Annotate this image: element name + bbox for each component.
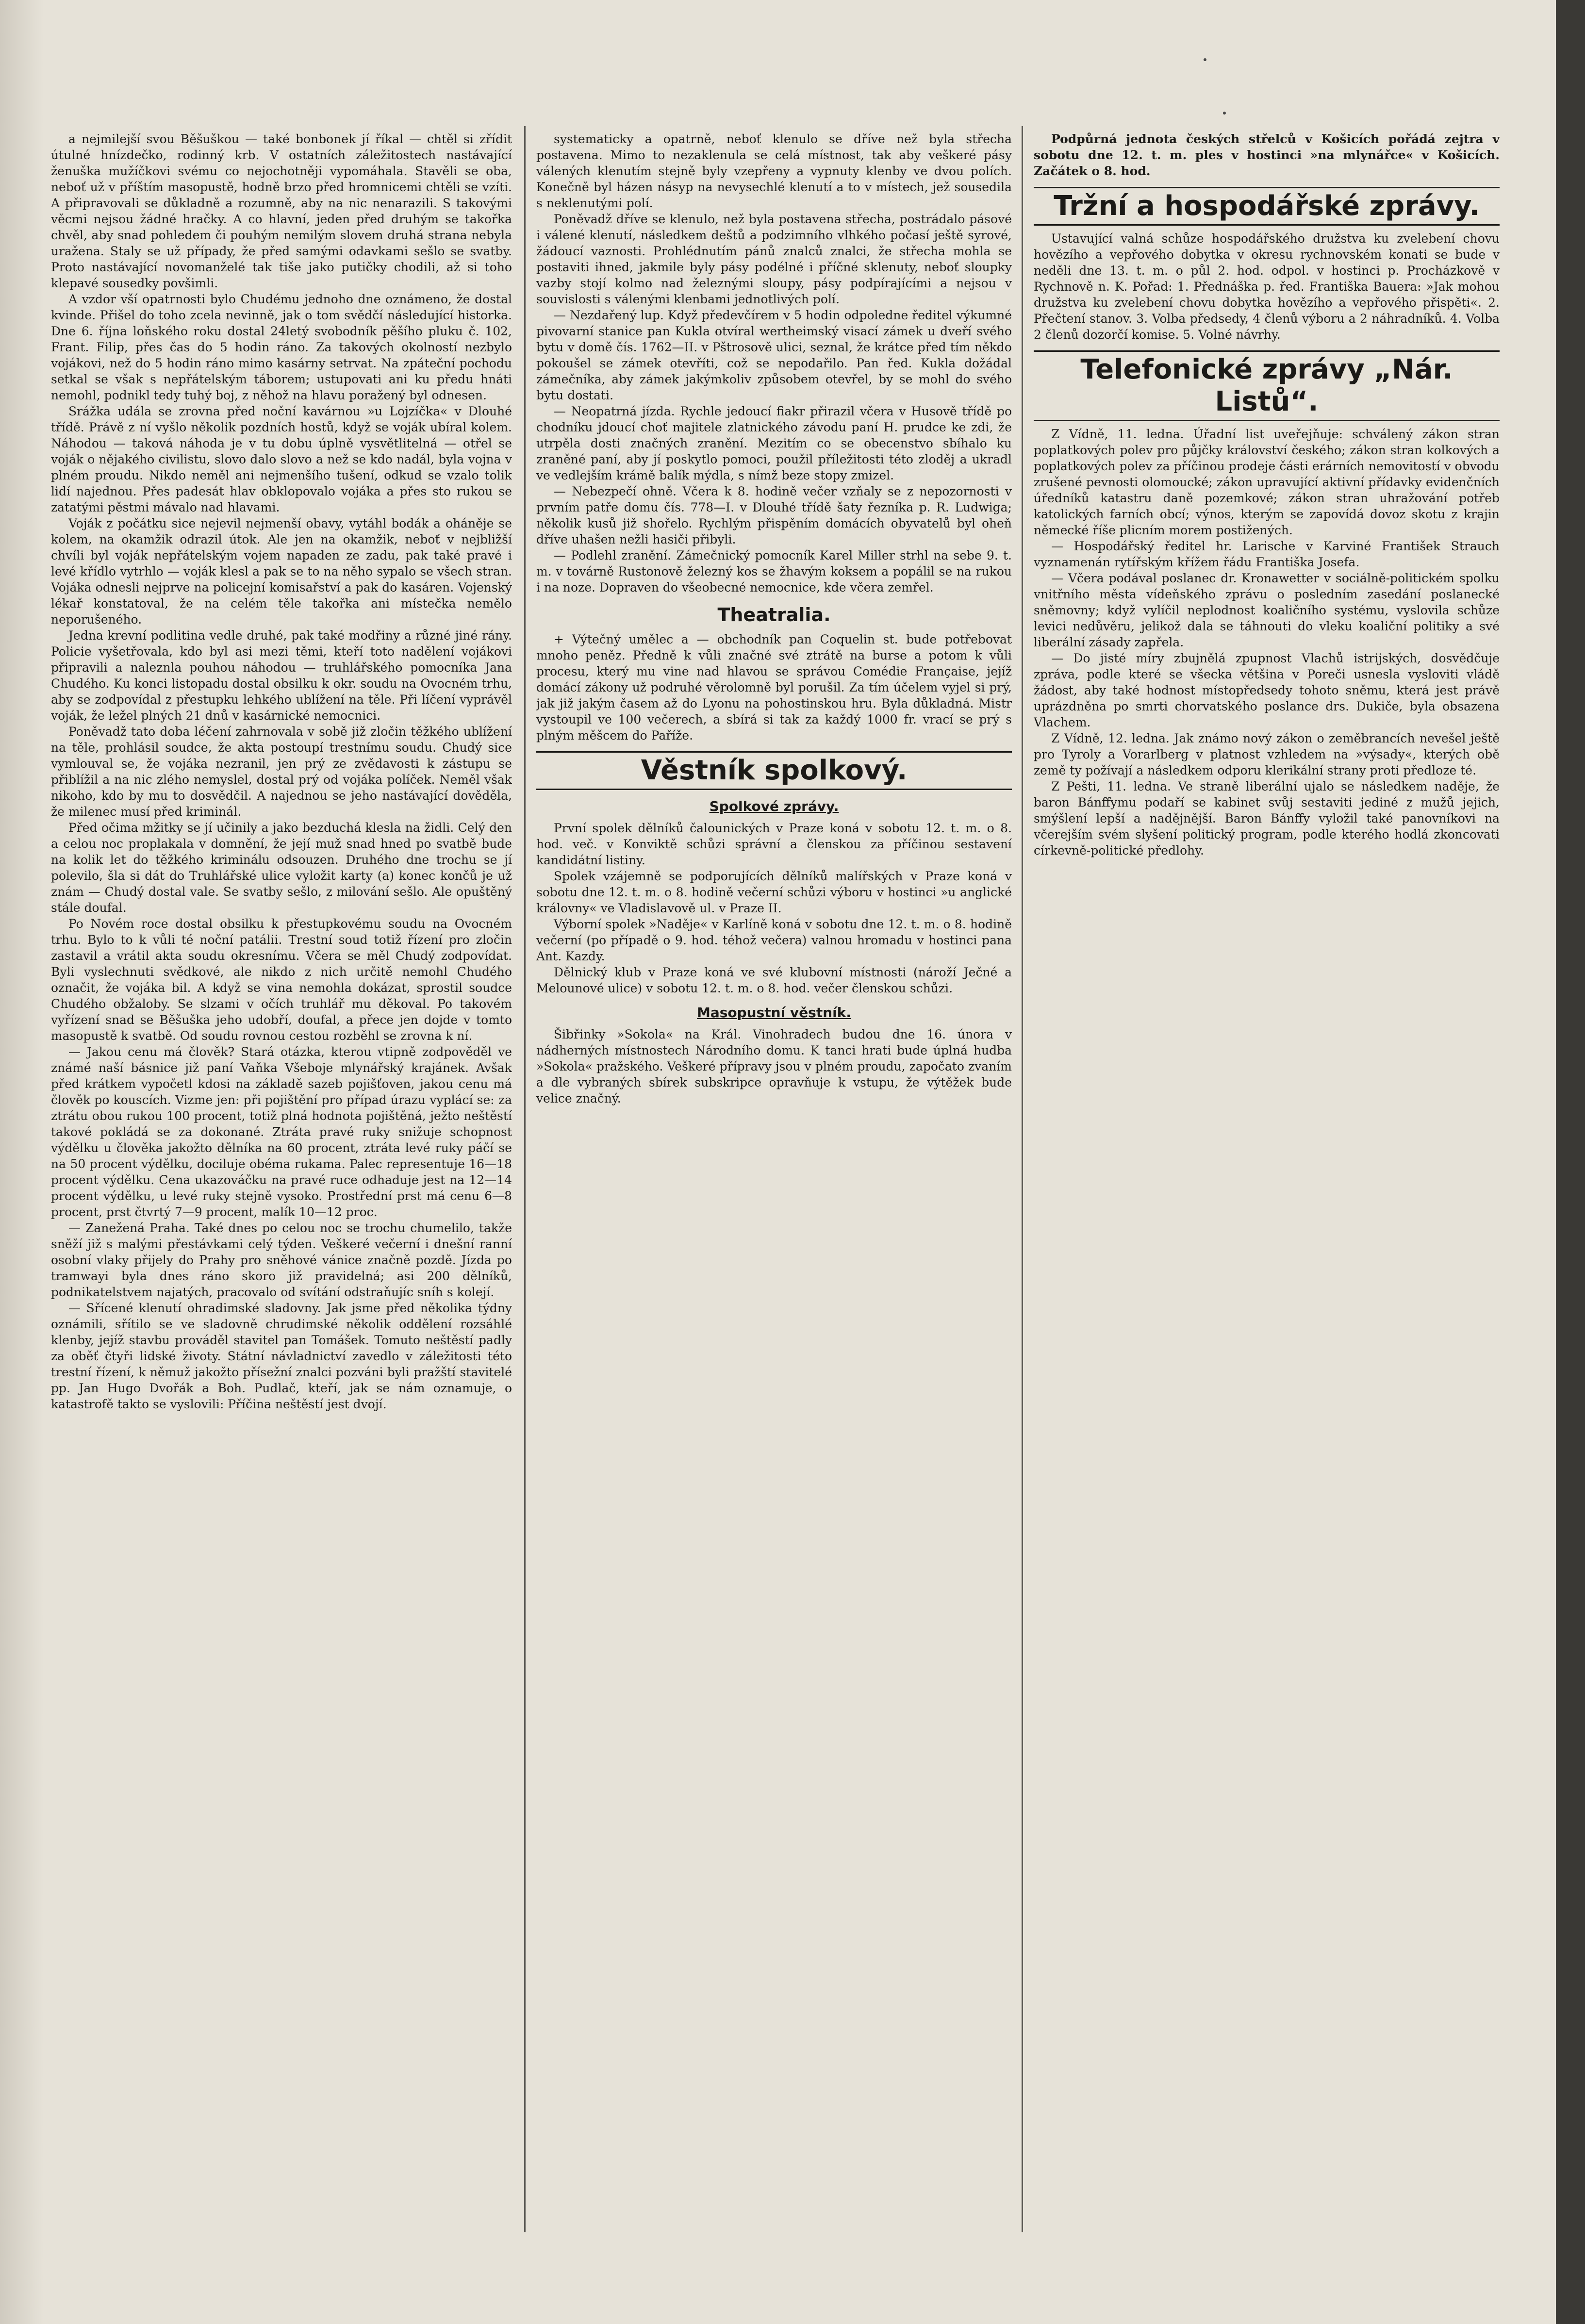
news-item: — Jakou cenu má člověk? Stará otázka, kterou vtipně zodpověděl ve známé naší básnice již paní Vaňka Všeboje mlynářský krajánek. Avšak před krátkem vypočetl kdosi na základě sazeb pojišťoven, jakou cenu má člověk po kouscích. Vizme jen: při pojištění pro případ úrazu vyplácí se: za ztrátu obou rukou 100 procent, totiž plná hodnota pojištěná, ježto neštěstí takové pokládá se za dokonané. Ztráta pravé ruky snižuje schopnost výdělku u člověka jakožto dělníka na 60 procent, ztráta levé ruky páčí se na 50 procent výdělku, dociluje obéma rukama. Palec representuje 16—18 procent výdělku. Cena ukazováčku na pravé ruce odhaduje jest na 12—14 procent výdělku, u levé ruky stejně vysoko. Prostřední prst má cenu 6—8 procent, prst čtvrtý 7—9 procent, malík 10—12 proc. bbox=[51, 1045, 512, 1219]
club-notice: Spolek vzájemně se podporujících dělníků malířských v Praze koná v sobotu dne 12. t. m. o 8. hodině večerní schůzi výboru v hostinci »u anglické královny« ve Vladislavově ul. v Praze II. bbox=[536, 869, 1012, 915]
vestnik-heading: Věstník spolkový. bbox=[536, 751, 1012, 790]
page-fold-shadow bbox=[0, 0, 44, 2324]
article-paragraph: Srážka udála se zrovna před noční kavárnou »u Lojzíčka« v Dlouhé třídě. Právě z ní vyšlo několik pozdních hostů, když se voják ubíral kolem. Náhodou — taková náhoda je v tu dobu úplně vysvětlitelná — otřel se voják o nějakého civilistu, slovo dalo slovo a než se kdo nadál, byla vojna v plném proudu. Nikdo neměl ani nejmenšího tušení, odkud se vzalo tolik lidí najednou. Přes padesát hlav obklopovalo vojáka a přes sto rukou se zatatými pěstmi mávalo nad hlavami. bbox=[51, 404, 512, 514]
theatralia-heading: Theatralia. bbox=[717, 604, 831, 626]
telephone-report: — Do jisté míry zbujnělá zpupnost Vlachů istrijských, dosvědčuje zpráva, podle které se všecka většina v Poreči usnesla vysloviti vládě žádost, aby také hodnost místopředsedy tohoto sněmu, která jest právě uprázdněna po smrti chorvatského poslance drs. Dukiče, byla obsazena Vlachem. bbox=[1034, 651, 1500, 729]
article-paragraph: Před očima mžitky se jí učinily a jako bezduchá klesla na židli. Celý den a celou noc proplakala v domnění, že její muž snad hned po svatbě bude na kolik let do těžkého kriminálu odsouzen. Druhého dne trochu se jí polevilo, šla si dát do Truhlářské ulice vyložit karty (a) konec končů je už znám — Chudý dostal vale. Se svatby sešlo, z milování sešlo. Ale opuštěný stále doufal. bbox=[51, 821, 512, 915]
theatralia-item: + Výtečný umělec a — obchodník pan Coquelin st. bude potřebovat mnoho peněz. Předně k vůli značné své ztrátě na burse a potom k vůli procesu, který mu vine nad hlavou se správou Comédie Française, jejíž domácí zákony už podruhé věrolomně byl porušil. Za tím účelem vyjel si prý, jak již jakým časem až do Lyonu na pohostinskou hru. Byla důkladná. Mistr vystoupil ve 100 večerech, a sbírá si tak za každý 1000 fr. vrací se prý s plným měšcem do Paříže. bbox=[536, 632, 1012, 742]
telephone-report: Z Vídně, 12. ledna. Jak známo nový zákon o zeměbrancích nevešel ještě pro Tyroly a Vorarlberg v platnost vzhledem na »výsady«, kterých obě země ty požívají a následkem odporu klerikální strany proti předloze té. bbox=[1034, 731, 1500, 777]
article-paragraph: A vzdor vší opatrnosti bylo Chudému jednoho dne oznámeno, že dostal kvinde. Přišel do toho zcela nevinně, jak o tom svědčí následující historka. Dne 6. října loňského roku dostal 24letý svobodník pěšího pluku č. 102, Frant. Filip, přes čas do 5 hodin ráno. Za takových okolností nezbylo vojákovi, než do 5 hodin ráno mimo kasárny setrvat. Na zpáteční pochodu setkal se však s nepřátelským táborem; ustupovati ani ku předu hnáti nemohl, podnikl tedy tuhý boj, z něhož na hlavu poražený byl odnesen. bbox=[51, 292, 512, 402]
telephone-report: Z Pešti, 11. ledna. Ve straně liberální ujalo se následkem naděje, že baron Bánffymu podaří se kabinet svůj sestaviti jediné z mužů jejich, smýšlení lepší a nadějnější. Baron Bánffy vyložil také panovníkovi na včerejším svém slyšení politický program, podle kterého hodlá zkoncovati církevně-politické předlohy. bbox=[1034, 779, 1500, 857]
spolkove-heading: Spolkové zprávy. bbox=[709, 798, 839, 814]
article-paragraph: Voják z počátku sice nejevil nejmenší obavy, vytáhl bodák a oháněje se kolem, na okamžik odrazil útok. Ale jen na okamžik, neboť v nejbližší chvíli byl voják nepřátelským vojem napaden ze zadu, pak také pravé i levé křídlo vytrhlo — voják klesl a pak se to na něho sypalo se všech stran. Vojáka odnesli nejprve na policejní komisařství a pak do kasáren. Vojenský lékař konstatoval, že na celém těle takořka ani místečka nemělo neporušeného. bbox=[51, 516, 512, 626]
telephone-news-heading: Telefonické zprávy „Nár. Listů“. bbox=[1034, 350, 1500, 421]
column-middle bbox=[536, 131, 1012, 2232]
carnival-notice: Šibřinky »Sokola« na Král. Vinohradech budou dne 16. února v nádherných místnostech Národního domu. K tanci hrati bude úplná hudba »Sokola« pražského. Veškeré přípravy jsou v plném proudu, započato zvaním a dle vybraných sbírek subskripce opravňuje k vstupu, že výtěžek bude velice značný. bbox=[536, 1027, 1012, 1105]
column-rule bbox=[524, 126, 526, 2232]
club-notice: První spolek dělníků čalounických v Praze koná v sobotu 12. t. m. o 8. hod. več. v Konviktě schůzi správní a členskou za příčinou sestavení kandidátní listiny. bbox=[536, 821, 1012, 867]
article-paragraph: Poněvadž tato doba léčení zahrnovala v sobě již zločin těžkého ublížení na těle, prohlásil soudce, že akta postoupí trestnímu soudu. Chudý sice vymlouval se, že vojáka nezranil, jen prý ze zvědavosti k zástupu se přiblížil a na nic zlého nemyslel, dostal prý od vojáka políček. Neměl však nikoho, kdo by mu to dosvědčil. A najednou se jeho nastávající dověděla, že milenec musí před kriminál. bbox=[51, 725, 512, 819]
scan-speck bbox=[1223, 112, 1226, 115]
article-paragraph: a nejmilejší svou Běšuškou — také bonbonek jí říkal — chtěl si zřídit útulné hnízdečko, rodinný krb. V ostatních záležitostech nastávající ženuška mužíčkovi svému co nejochotněji vypomáhala. Stavěli se oba, neboť už v příštím masopustě, hodně brzo před hromnicemi chtěli se vzíti. A připravovali se důkladně a rozumně, aby na nic nenarazili. S takovými věcmi nejsou žádné hračky. A co hlavní, jeden před druhým se takořka chvěl, aby snad pohledem či pouhým nemilým slovem druhá strana nebyla uražena. Staly se už případy, že před samými odavkami sešlo se svatby. Proto nastávající novomanželé tak tiše jako putičky chodili, až si toho klepavé sousedky povšimli. bbox=[51, 132, 512, 290]
column-rule bbox=[1022, 126, 1023, 2232]
news-item: — Nezdařený lup. Když předevčírem v 5 hodin odpoledne ředitel výkumné pivovarní stanice pan Kukla otvíral wertheimský visací zámek u dveří svého bytu v domě čís. 1762—II. v Pštrosově ulici, seznal, že krátce před tím někdo pokoušel se zámek otevříti, což se nepodařilo. Pan řed. Kukla dožádal zámečníka, aby zámek jakýmkoliv způsobem otevřel, by se mohl do svého bytu dostati. bbox=[536, 308, 1012, 402]
news-item: — Podlehl zranění. Zámečnický pomocník Karel Miller strhl na sebe 9. t. m. v továrně Rustonově železný kos se žhavým koksem a popálil se na rukou i na noze. Dopraven do všeobecné nemocnice, kde včera zemřel. bbox=[536, 548, 1012, 594]
club-notice: Výborní spolek »Naděje« v Karlíně koná v sobotu dne 12. t. m. o 8. hodině večerní (po případě o 9. hod. téhož večera) valnou hromadu v hostinci pana Ant. Kazdy. bbox=[536, 917, 1012, 963]
market-heading: Tržní a hospodářské zprávy. bbox=[1034, 187, 1500, 226]
news-item: — Zanežená Praha. Také dnes po celou noc se trochu chumelilo, takže sněží již s malými přestávkami celý týden. Veškeré večerní i dnešní ranní osobní vlaky přijely do Prahy pro sněhové vánice značně pozdě. Jízda po tramwayi byla dnes ráno skoro již pravidelná; asi 200 dělníků, podnikatelstvem najatých, pracovalo od svítání odstraňujíc sníh s kolejí. bbox=[51, 1221, 512, 1299]
article-paragraph: Po Novém roce dostal obsilku k přestupkovému soudu na Ovocném trhu. Bylo to k vůli té noční patálii. Trestní soud totiž řízení pro zločin zastavil a vrátil akta soudu okresnímu. Včera se měl Chudý zodpovídat. Byli vyslechnuti svědkové, ale nikdo z nich určitě nemohl Chudého označit, že vojáka bil. A když se vina nemohla dokázat, sprostil soudce Chudého obžaloby. Se slzami v očích truhlář mu děkoval. Po takovém vyřízení snad se Běšuška jeho udobří, doufal, a přece jen dojde v tomto masopustě k svatbě. Od soudu rovnou cestou rozběhl se zrovna k ní. bbox=[51, 917, 512, 1043]
masopust-heading: Masopustní věstník. bbox=[696, 1005, 852, 1021]
article-paragraph: Poněvadž dříve se klenulo, než byla postavena střecha, postrádalo pásové i válené klenutí, následkem deštů a podzimního vlhkého počasí ještě syrové, žádoucí vaznosti. Prohlédnutím pánů znalců znalci, že střecha mohla se postaviti ihned, jakmile byly pásy podélné i příčné sklenuty, neboť sloupky vazby stojí kolmo nad železnými sloupy, pásy podpírajícími a nejsou v souvislosti s válenými klenbami jednotlivých polí. bbox=[536, 212, 1012, 306]
market-notice: Ustavující valná schůze hospodářského družstva ku zvelebení chovu hovězího a vepřového dobytka v okresu rychnovském konati se bude v neděli dne 13. t. m. o půl 2. hod. odpol. v hostinci p. Procházkově v Rychnově n. K. Pořad: 1. Přednáška p. řed. Františka Bauera: »Jak mohou družstva ku zvelebení chovu dobytka hovězího a vepřového přispěti«. 2. Přečtení stanov. 3. Volba předsedy, 4 členů výboru a 2 náhradníků. 4. Volba 2 členů dozorčí komise. 5. Volné návrhy. bbox=[1034, 231, 1500, 342]
news-item: — Neopatrná jízda. Rychle jedoucí fiakr přirazil včera v Husově třídě po chodníku jdoucí choť majitele zlatnického závodu paní H. prudce ke zdi, že utrpěla dosti značných zranění. Mezitím co se obecenstvo sbíhalo ku zraněné paní, aby jí poskytlo pomoci, použil příležitosti této zloděj a ukradl ve vedlejším krámě balík mýdla, s nímž beze stopy zmizel. bbox=[536, 404, 1012, 482]
news-item: — Nebezpečí ohně. Včera k 8. hodině večer vzňaly se z nepozornosti v prvním patře domu čís. 778—I. v Dlouhé třídě šaty řezníka p. R. Ludwiga; několik kusů již shořelo. Rychlým přispěním domácích obyvatelů byl oheň dříve uhašen nežli hasiči přibyli. bbox=[536, 484, 1012, 546]
page-edge bbox=[1556, 0, 1585, 2324]
article-paragraph: Jedna krevní podlitina vedle druhé, pak také modřiny a různé jiné rány. Policie vyšetřovala, kdo byl asi mezi těmi, kteří toto nadělení vojákovi připravili a naleznla pouhou náhodou — truhlářského pomocníka Jana Chudého. Ku konci listopadu dostal obsilku k okr. soudu na Ovocném trhu, aby se zodpovídal z přestupku lehkého ublížení na těle. Při líčení vyprávěl voják, že ležel plných 21 dnů v kasárnické nemocnici. bbox=[51, 628, 512, 723]
telephone-report: — Včera podával poslanec dr. Kronawetter v sociálně-politickém spolku vnitřního města vídeňského zprávu o posledním zasedání poslanecké sněmovny; když vylíčil neplodnost koaličního systému, vyslovila schůze levici nedůvěru, jelikož dala se táhnouti do vleku koaliční politiky a své liberální zásady zapřela. bbox=[1034, 571, 1500, 649]
article-paragraph: systematicky a opatrně, neboť klenulo se dříve než byla střecha postavena. Mimo to nezaklenula se celá místnost, tak aby veškeré pásy válených klenutím stejně byly vzepřeny a vypnuty klenby ve dvou polích. Konečně byl házen násyp na nevysechlé klenutí a to v místech, jež sousedila s neklenutými polí. bbox=[536, 132, 1012, 210]
column-left bbox=[51, 131, 512, 2232]
telephone-report: — Hospodářský ředitel hr. Larische v Karviné František Strauch vyznamenán rytířským křížem řádu Františka Josefa. bbox=[1034, 539, 1500, 569]
telephone-report: Z Vídně, 11. ledna. Úřadní list uveřejňuje: schválený zákon stran poplatkových polev pro půjčky království českého; zákon stran kolkových a poplatkových polev za příčinou prodeje části erárních nemovitostí v obvodu zrušené pevnosti olomoucké; zákon upravující aktivní přídavky evidenčních úředníků katastru daně pozemkové; zákon stran uhražování potřeb katolických farních obcí; výnos, kterým se zapovídá dovoz skotu z krajin německé říše plicním morem postižených. bbox=[1034, 427, 1500, 537]
news-item: — Sřícené klenutí ohradimské sladovny. Jak jsme před několika týdny oznámili, sřítilo se ve sladovně chrudimské několik oddělení rozsáhlé klenby, jejíž stavbu prováděl stavitel pan Tomášek. Tomuto neštěstí padly za oběť čtyři lidské životy. Státní návladnictví zavedlo v záležitosti této trestní řízení, k němuž jakožto přísežní znalci pozváni byli pražští stavitelé pp. Jan Hugo Dvořák a Boh. Pudlač, kteří, jak se nám oznamuje, o katastrofě takto se vyslovili: Příčina neštěstí jest dvojí. bbox=[51, 1301, 512, 1411]
scan-speck bbox=[1204, 58, 1206, 61]
club-notice: Podpůrná jednota českých střelců v Košicích pořádá zejtra v sobotu dne 12. t. m. ples v hostinci »na mlynářce« v Košicích. Začátek o 8. hod. bbox=[1034, 132, 1500, 178]
column-right bbox=[1034, 131, 1500, 2232]
club-notice: Dělnický klub v Praze koná ve své klubovní místnosti (nároží Ječné a Melounové ulice) v sobotu 12. t. m. o 8. hod. večer členskou schůzi. bbox=[536, 965, 1012, 995]
